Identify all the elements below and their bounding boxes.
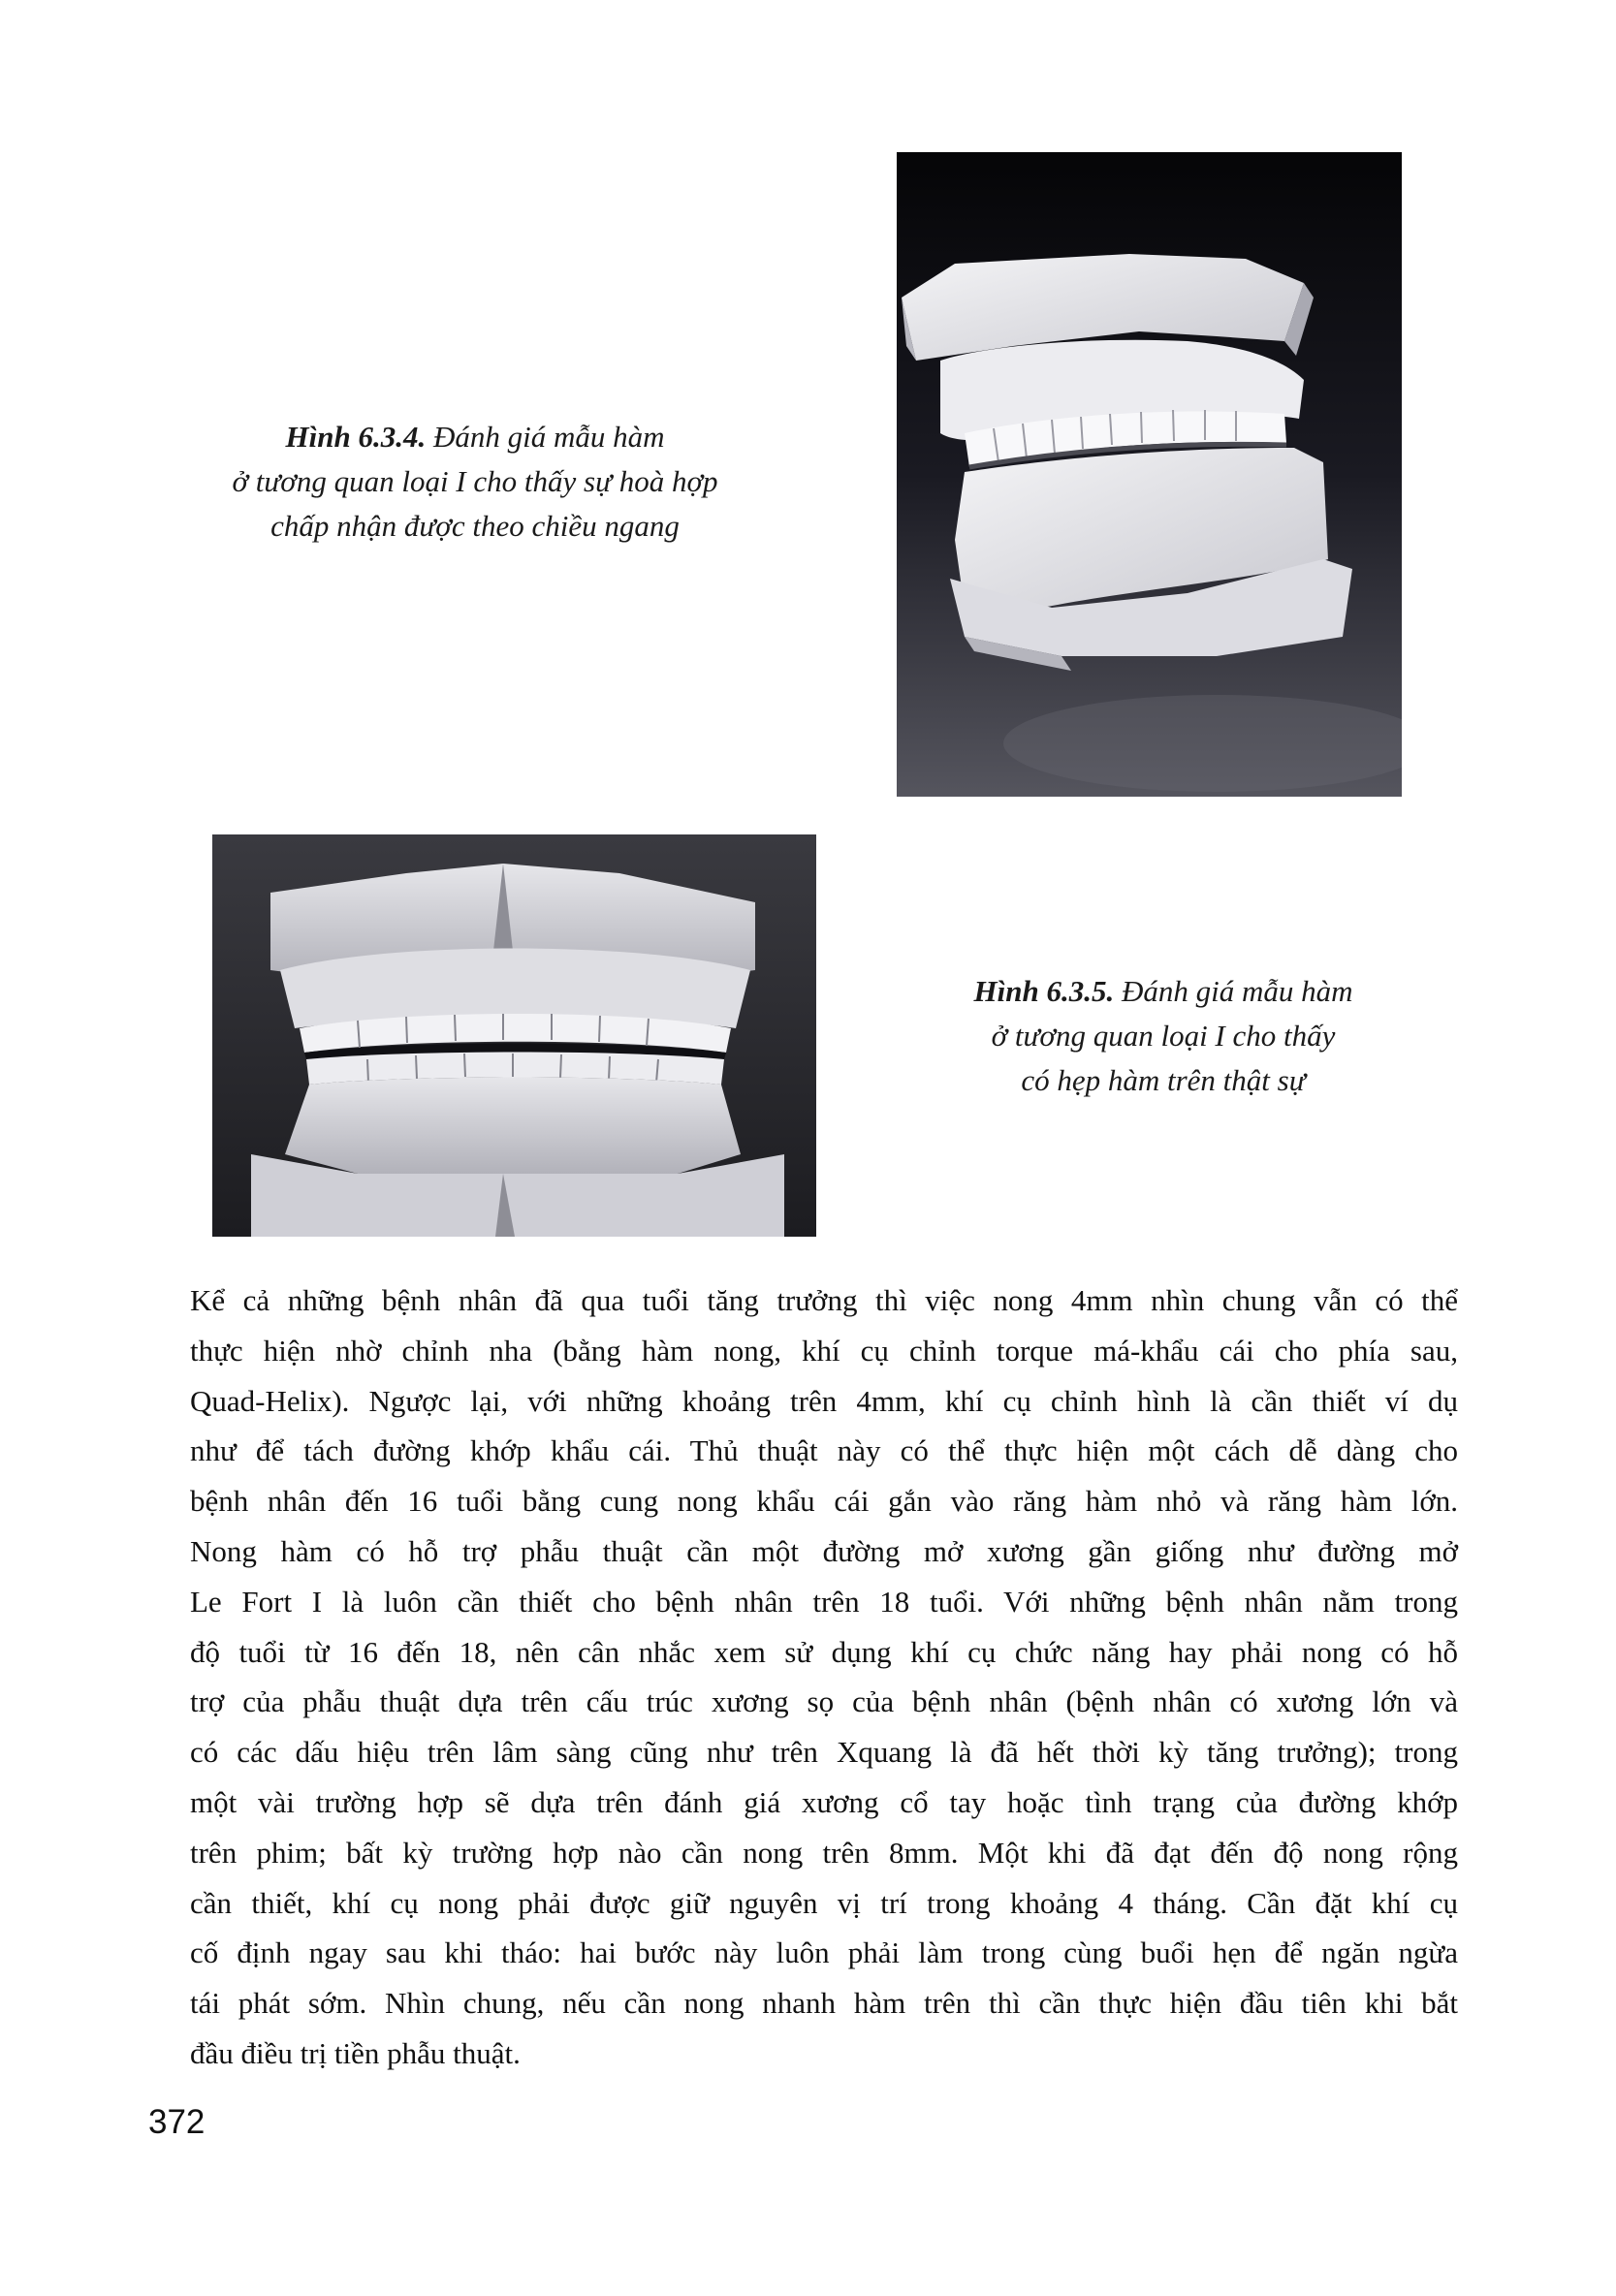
caption-line: có hẹp hàm trên thật sự — [1021, 1063, 1306, 1097]
body-line: Nong hàm có hỗ trợ phẫu thuật cần một đường mở xương gần giống như đường mở — [190, 1533, 1458, 1568]
body-line: như để tách đường khớp khẩu cái. Thủ thuật này có thể thực hiện một cách dễ dàng cho — [190, 1433, 1458, 1468]
body-line: bệnh nhân đến 16 tuổi bằng cung nong khẩu cái gắn vào răng hàm nhỏ và răng hàm lớn. — [190, 1484, 1458, 1519]
caption-text: Đánh giá mẫu hàm — [432, 420, 665, 454]
body-line: trợ của phẫu thuật dựa trên cấu trúc xương sọ của bệnh nhân (bệnh nhân có xương lớn và — [190, 1684, 1458, 1719]
caption-line — [906, 969, 1420, 1014]
caption-line: chấp nhận được theo chiều ngang — [270, 509, 680, 543]
body-line: tái phát sớm. Nhìn chung, nếu cần nong nhanh hàm trên thì cần thực hiện đầu tiên khi bắt — [190, 1986, 1458, 2021]
body-line: Le Fort I là luôn cần thiết cho bệnh nhân trên 18 tuổi. Với những bệnh nhân nằm trong — [190, 1584, 1458, 1619]
figure-6-3-5-caption — [906, 969, 1420, 1103]
dental-cast-lateral-image — [897, 152, 1402, 797]
body-line: trên phim; bất kỳ trường hợp nào cần nong trên 8mm. Một khi đã đạt đến độ nong rộng — [190, 1835, 1458, 1870]
dental-cast-frontal-image — [212, 834, 816, 1237]
caption-line: ở tương quan loại I cho thấy sự hoà hợp — [232, 464, 718, 498]
body-line: một vài trường hợp sẽ dựa trên đánh giá xương cổ tay hoặc tình trạng của đường khớp — [190, 1784, 1458, 1819]
body-line: đầu điều trị tiền phẫu thuật. — [190, 2035, 521, 2070]
page-number: 372 — [148, 2103, 206, 2141]
figure-label: Hình 6.3.4. — [285, 420, 427, 454]
body-line: độ tuổi từ 16 đến 18, nên cân nhắc xem sử dụng khí cụ chức năng hay phải nong có hỗ — [190, 1634, 1458, 1669]
body-line: Quad-Helix). Ngược lại, với những khoảng trên 4mm, khí cụ chỉnh hình là cần thiết ví dụ — [190, 1383, 1458, 1418]
figure-6-3-5-photo — [212, 834, 816, 1237]
body-line: cố định ngay sau khi tháo: hai bước này luôn phải làm trong cùng buổi hẹn để ngăn ngừa — [190, 1935, 1458, 1970]
body-line: thực hiện nhờ chỉnh nha (bằng hàm nong, khí cụ chỉnh torque má-khẩu cái cho phía sau, — [190, 1333, 1458, 1368]
body-paragraph — [190, 1275, 1458, 2079]
figure-label: Hình 6.3.5. — [973, 974, 1115, 1008]
caption-line: ở tương quan loại I cho thấy — [991, 1019, 1336, 1053]
figure-6-3-4-caption — [204, 415, 746, 549]
caption-line — [204, 415, 746, 459]
caption-text: Đánh giá mẫu hàm — [1121, 974, 1353, 1008]
body-line: có các dấu hiệu trên lâm sàng cũng như trên Xquang là đã hết thời kỳ tăng trưởng); trong — [190, 1735, 1458, 1770]
body-line: cần thiết, khí cụ nong phải được giữ nguyên vị trí trong khoảng 4 tháng. Cần đặt khí cụ — [190, 1885, 1458, 1920]
figure-6-3-4-photo — [897, 152, 1402, 797]
body-line: Kể cả những bệnh nhân đã qua tuổi tăng trưởng thì việc nong 4mm nhìn chung vẫn có thể — [190, 1283, 1458, 1317]
